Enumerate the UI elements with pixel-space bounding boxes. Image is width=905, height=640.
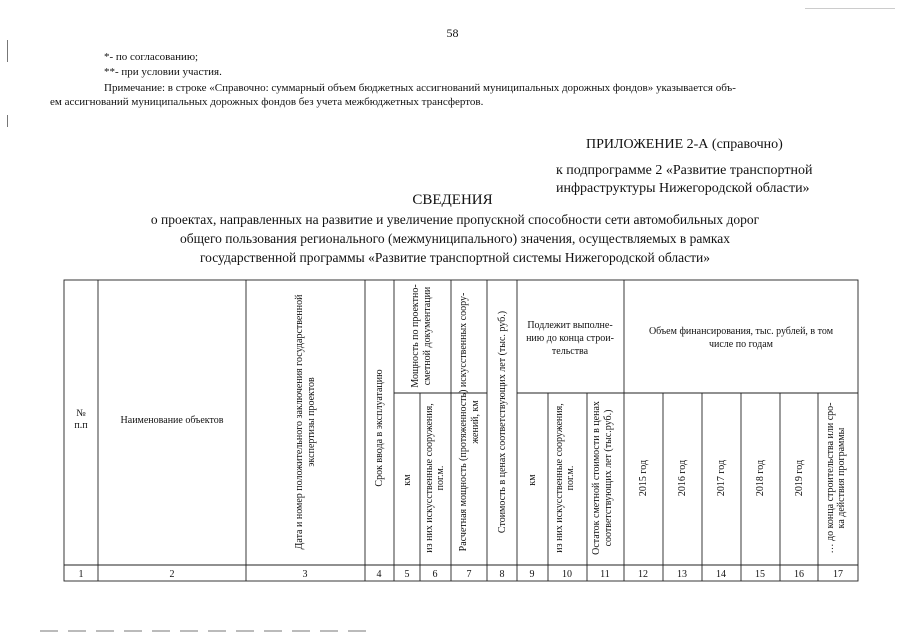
col-number-15: 15 — [755, 569, 765, 580]
remark-line-1: Примечание: в строке «Справочно: суммарный объем бюджетных ассигнований муниципальных дорожных фондов» указывается объ- — [104, 82, 736, 94]
col-number-11: 11 — [600, 569, 610, 580]
col-number-13: 13 — [677, 569, 687, 580]
power-group-line2: сметной документации — [422, 286, 433, 386]
col7-header-line1: Расчетная мощность (протяженность) искусственных соору- — [458, 292, 469, 552]
col2-header: Наименование объектов — [120, 415, 224, 426]
col5-header: км — [402, 474, 413, 486]
subtitle-line-3: государственной программы «Развитие транспортной системы Нижегородской области» — [199, 250, 711, 265]
document-title: СВЕДЕНИЯ — [412, 192, 493, 208]
note-star-1: *- по согласованию; — [104, 51, 199, 63]
col-number-14: 14 — [716, 569, 726, 580]
col-number-9: 9 — [529, 569, 535, 580]
scan-bottom-artifact — [40, 630, 370, 632]
col7-header-line2: жений, км — [470, 400, 481, 444]
col6-header-line2: пог.м. — [435, 465, 446, 491]
col4-header: Срок ввода в эксплуатацию — [374, 369, 385, 487]
col-number-17: 17 — [833, 569, 843, 580]
col8-header: Стоимость в ценах соответствующих лет (тыс. руб.) — [497, 310, 508, 534]
appendix-label: ПРИЛОЖЕНИЕ 2-А (справочно) — [586, 137, 783, 152]
funding-group-line2: числе по годам — [708, 339, 774, 350]
col1-header-line1: № — [76, 408, 86, 419]
col3-header-line2: экспертизы проектов — [306, 377, 317, 467]
funding-group-line1: Объем финансирования, тыс. рублей, в том — [648, 326, 834, 337]
col17-header-line2: ка действия программы — [836, 427, 847, 529]
col10-header-line1: из них искусственные сооружения, — [554, 403, 565, 553]
col-number-7: 7 — [466, 569, 472, 580]
col9-header: км — [527, 474, 538, 486]
col-number-2: 2 — [169, 569, 175, 580]
col-number-8: 8 — [499, 569, 505, 580]
col-number-4: 4 — [376, 569, 382, 580]
col-number-3: 3 — [302, 569, 308, 580]
col-number-5: 5 — [404, 569, 410, 580]
col13-header: 2016 год — [677, 459, 688, 497]
col10-header-line2: пог.м. — [565, 465, 576, 491]
subtitle-line-2: общего пользования регионального (межмуниципального) значения, осуществляемых в рамках — [179, 231, 731, 246]
col11-header-line2: соответствующих лет (тыс.руб.) — [603, 409, 614, 547]
remark-line-2: ем ассигнований муниципальных дорожных фондов без учета межбюджетных трансфертов. — [50, 96, 484, 108]
note-star-2: **- при условии участия. — [104, 66, 222, 78]
col-number-1: 1 — [78, 569, 84, 580]
appendix-subprogram-line-2: инфраструктуры Нижегородской области» — [556, 181, 810, 196]
subtitle-line-1: о проектах, направленных на развитие и увеличение пропускной способности сети автомобильных дорог — [150, 212, 760, 227]
remaining-group-line1: Подлежит выполне- — [527, 320, 613, 331]
col11-header-line1: Остаток сметной стоимости в ценах — [591, 401, 602, 555]
col-number-10: 10 — [562, 569, 572, 580]
remaining-group-line3: тельства — [551, 346, 589, 357]
page-number: 58 — [446, 26, 459, 40]
col-number-6: 6 — [432, 569, 438, 580]
appendix-subprogram-line-1: к подпрограмме 2 «Развитие транспортной — [556, 163, 813, 178]
col15-header: 2018 год — [755, 459, 766, 497]
col14-header: 2017 год — [716, 459, 727, 497]
col-number-12: 12 — [638, 569, 648, 580]
col-number-16: 16 — [794, 569, 804, 580]
col6-header-line1: из них искусственные сооружения, — [424, 403, 435, 553]
power-group-line1: Мощность по проектно- — [410, 284, 421, 388]
col12-header: 2015 год — [638, 459, 649, 497]
col3-header-line1: Дата и номер положительного заключения государственной — [294, 294, 305, 550]
col1-header-line2: п.п — [74, 420, 88, 431]
remaining-group-line2: нию до конца строи- — [526, 333, 614, 344]
col17-header-line1: … до конца строительства или сро- — [825, 402, 836, 554]
col16-header: 2019 год — [794, 459, 805, 497]
